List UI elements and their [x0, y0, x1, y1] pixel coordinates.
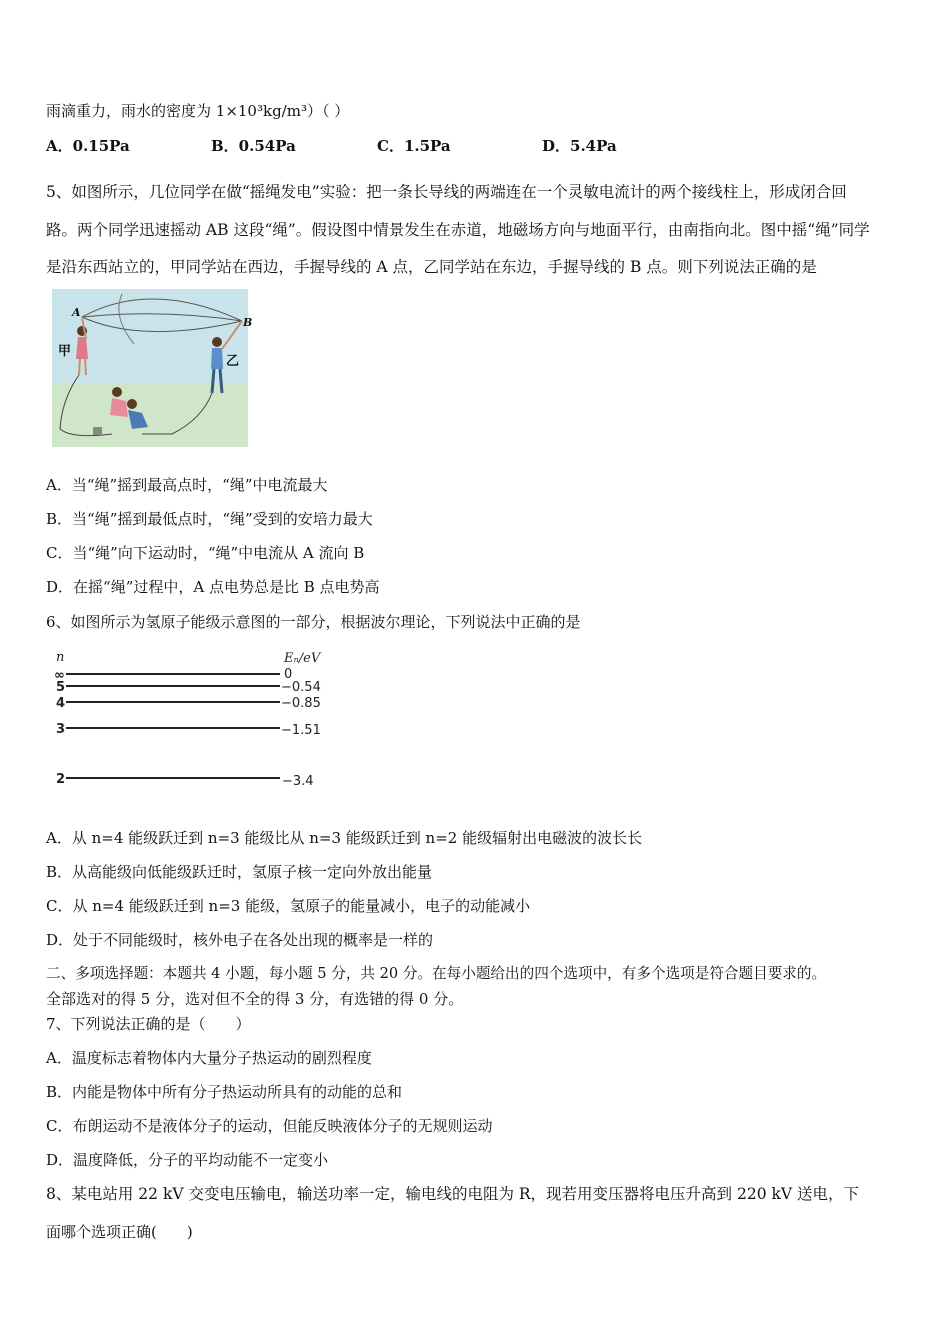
q6-option-d: D．处于不同能级时，核外电子在各处出现的概率是一样的 — [46, 931, 434, 949]
label-b: B — [243, 316, 253, 329]
q5-option-a: A．当“绳”摇到最高点时，“绳”中电流最大 — [46, 476, 328, 494]
q5-stem-line-3: 是沿东西站立的，甲同学站在西边，手握导线的 A 点，乙同学站在东边，手握导线的 B 点。则下列说法正确的是 — [46, 258, 817, 276]
q7-option-b: B．内能是物体中所有分子热运动所具有的动能的总和 — [46, 1083, 403, 1101]
label-a: A — [72, 306, 81, 319]
label-yi: 乙 — [226, 354, 240, 369]
q5-option-b: B．当“绳”摇到最低点时，“绳”受到的安培力最大 — [46, 510, 373, 528]
rope-generator-illustration — [52, 289, 253, 447]
q4-stem-tail: 雨滴重力，雨水的密度为 1×10³kg/m³）（ ） — [46, 102, 350, 120]
level-e-5: −0.54 — [281, 680, 321, 695]
section2-instructions-line-2: 全部选对的得 5 分，选对但不全的得 3 分，有选错的得 0 分。 — [46, 990, 464, 1008]
q6-option-a: A．从 n=4 能级跃迁到 n=3 能级比从 n=3 能级跃迁到 n=2 能级辐射出电磁波的波长长 — [46, 829, 643, 847]
q6-option-c: C．从 n=4 能级跃迁到 n=3 能级，氢原子的能量减小，电子的动能减小 — [46, 897, 531, 915]
q5-stem-line-1: 5、如图所示，几位同学在做“摇绳发电”实验：把一条长导线的两端连在一个灵敏电流计的两个接线柱上，形成闭合回 — [46, 183, 847, 201]
level-n-inf: ∞ — [54, 668, 65, 683]
q7-option-a: A．温度标志着物体内大量分子热运动的剧烈程度 — [46, 1049, 372, 1067]
q5-option-d: D．在摇“绳”过程中，A 点电势总是比 B 点电势高 — [46, 578, 380, 596]
q7-option-d: D．温度降低，分子的平均动能不一定变小 — [46, 1151, 329, 1169]
q7-option-c: C．布朗运动不是液体分子的运动，但能反映液体分子的无规则运动 — [46, 1117, 493, 1135]
level-n-4: 4 — [56, 696, 66, 711]
q4-option-b: B．0.54Pa — [211, 137, 296, 155]
n-axis-label: n — [56, 650, 65, 665]
hydrogen-energy-level-diagram — [48, 646, 334, 806]
q5-stem-line-2: 路。两个同学迅速摇动 AB 这段“绳”。假设图中情景发生在赤道，地磁场方向与地面平行，由南指向北。图中摇“绳”同学 — [46, 221, 870, 239]
q8-stem-line-1: 8、某电站用 22 kV 交变电压输电，输送功率一定，输电线的电阻为 R，现若用变压器将电压升高到 220 kV 送电，下 — [46, 1185, 860, 1203]
q5-option-c: C．当“绳”向下运动时，“绳”中电流从 A 流向 B — [46, 544, 365, 562]
q8-stem-line-2: 面哪个选项正确( ) — [46, 1223, 193, 1241]
level-n-5: 5 — [56, 680, 66, 695]
level-n-2: 2 — [56, 772, 66, 787]
level-n-3: 3 — [56, 722, 66, 737]
q7-stem: 7、下列说法正确的是（ ） — [46, 1015, 251, 1033]
q4-option-c: C．1.5Pa — [377, 137, 451, 155]
level-e-4: −0.85 — [281, 696, 321, 711]
level-e-inf: 0 — [284, 667, 293, 682]
q6-option-b: B．从高能级向低能级跃迁时，氢原子核一定向外放出能量 — [46, 863, 433, 881]
energy-axis-label: Eₙ/eV — [284, 651, 321, 666]
section2-instructions-line-1: 二、多项选择题：本题共 4 小题，每小题 5 分，共 20 分。在每小题给出的四个选项中，有多个选项是符合题目要求的。 — [46, 965, 827, 982]
q6-stem: 6、如图所示为氢原子能级示意图的一部分，根据波尔理论，下列说法中正确的是 — [46, 613, 581, 631]
level-e-2: −3.4 — [282, 774, 314, 789]
q4-option-a: A．0.15Pa — [46, 137, 130, 155]
level-e-3: −1.51 — [281, 723, 321, 738]
q4-option-d: D．5.4Pa — [542, 137, 617, 155]
label-jia: 甲 — [58, 344, 72, 359]
